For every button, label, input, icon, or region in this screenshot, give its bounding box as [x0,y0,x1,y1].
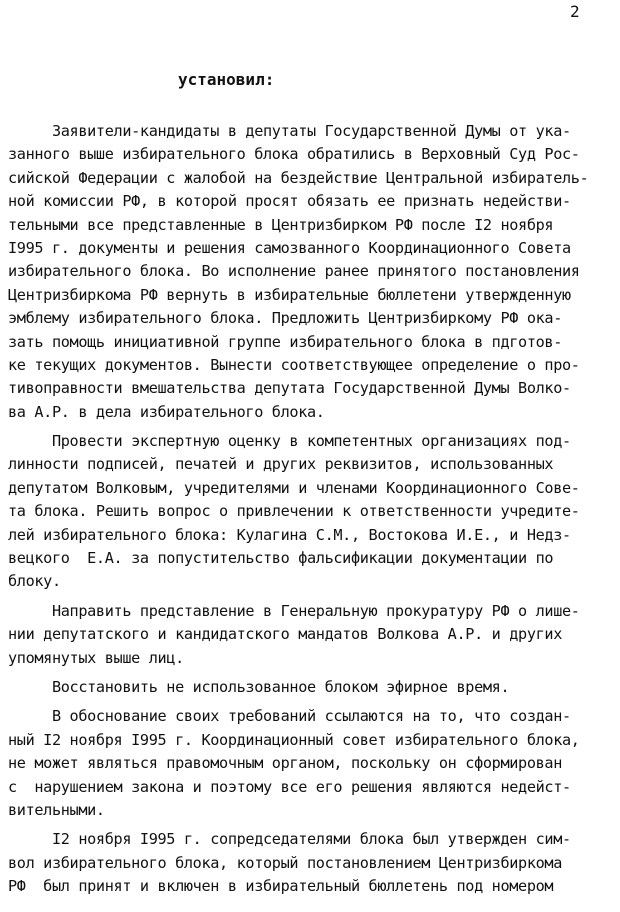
text-line: нии депутатского и кандидатского мандатов Волкова А.Р. и других [8,625,563,644]
text-line: вол избирательного блока, который постановлением Центризбиркома [8,853,563,872]
text-line: зать помощь инициативной группе избирательного блока в пдготов- [8,332,563,351]
text-line: Направить представление в Генеральную прокуратуру РФ о лише- [8,601,580,620]
text-line: лей избирательного блока: Кулагина С.М., Востокова И.Е., и Недз- [8,525,571,544]
paragraph [8,828,612,898]
text-line: РФ был принят и включен в избирательный бюллетень под номером [8,877,554,896]
text-line: депутатом Волковым, учредителями и членами Координационного Сове- [8,478,580,497]
text-line: блоку. [8,572,61,591]
paragraph [8,430,612,594]
text-line: В обоснование своих требований ссылаются на то, что создан- [8,707,571,726]
text-line: избирательного блока. Во исполнение ранее принятого постановления [8,262,580,281]
text-line: линности подписей, печатей и других реквизитов, использованных [8,455,554,474]
text-line: эмблему избирательного блока. Предложить Центризбиркому РФ ока- [8,309,563,328]
text-line: вительными. [8,800,105,819]
text-line: Центризбиркома РФ вернуть в избирательные бюллетени утвержденную [8,285,571,304]
page-number: 2 [570,2,580,21]
text-line: Восстановить не использованное блоком эфирное время. [8,677,510,696]
text-line: та блока. Решить вопрос о привлечении к ответственности учредите- [8,502,580,521]
section-heading: установил: [178,70,275,89]
text-line: Провести экспертную оценку в компетентных организациях под- [8,432,571,451]
text-line: Заявители-кандидаты в депутаты Государственной Думы от ука- [8,122,571,140]
text-line: сийской Федерации с жалобой на бездействие Центральной избиратель- [8,168,589,187]
paragraph [8,676,612,699]
text-line: не может являться правомочным органом, поскольку он сформирован [8,754,563,773]
document-body [8,120,612,899]
text-line: тельными все представленные в Центризбирком РФ после I2 ноября [8,215,554,234]
text-line: ке текущих документов. Вынести соответствующее определение о про- [8,355,580,374]
text-line: I995 г. документы и решения самозванного Координационного Совета [8,238,571,257]
paragraph [8,705,612,822]
text-line: ный I2 ноября I995 г. Координационный совет избирательного блока, [8,730,580,749]
text-line: ной комиссии РФ, в которой просят обязать ее признать недействи- [8,192,571,211]
text-line: ва А.Р. в дела избирательного блока. [8,402,325,421]
paragraph [8,120,612,424]
text-line: занного выше избирательного блока обратились в Верховный Суд Рос- [8,145,580,164]
text-line: вецкого Е.А. за попустительство фальсификации документации по [8,549,554,568]
paragraph [8,600,612,670]
text-line: I2 ноября I995 г. сопредседателями блока был утвержден сим- [8,830,571,849]
text-line: упомянутых выше лиц. [8,648,184,667]
text-line: с нарушением закона и поэтому все его решения являются недейст- [8,777,571,796]
text-line: тивоправности вмешательства депутата Государственной Думы Волко- [8,379,571,398]
